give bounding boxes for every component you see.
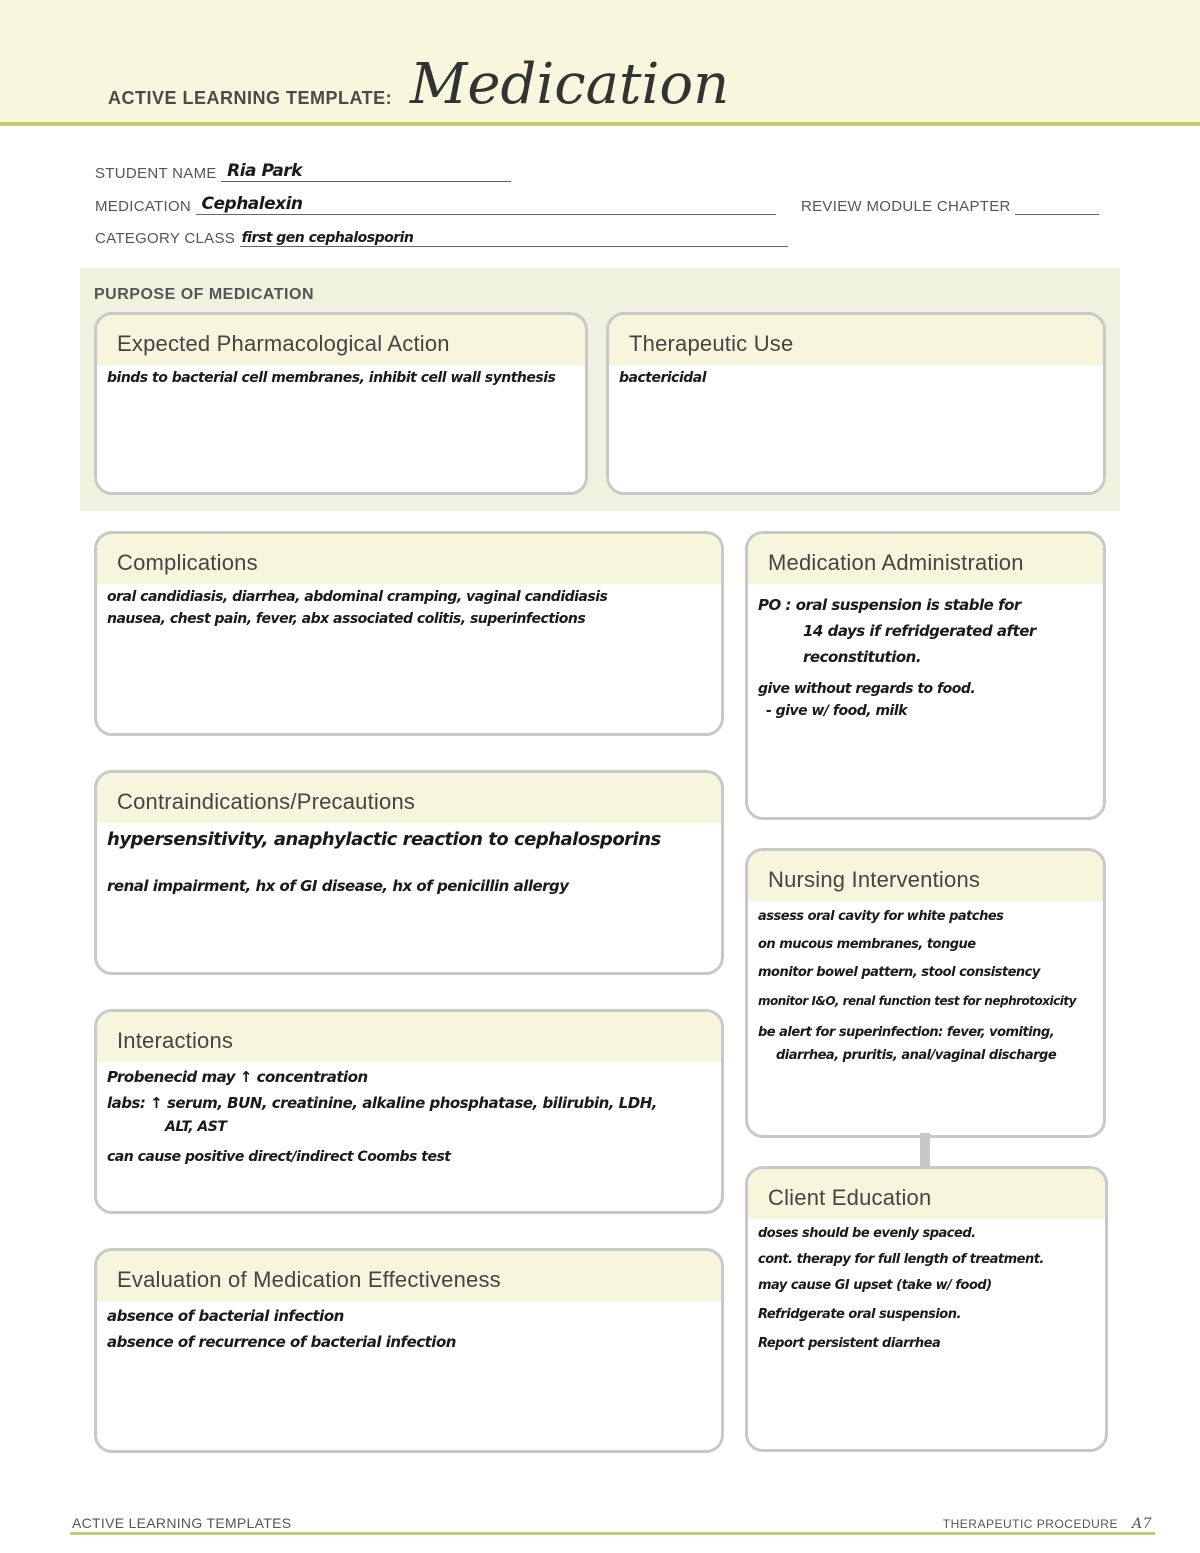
nursing-line: on mucous membranes, tongue xyxy=(758,937,976,952)
nursing-line: monitor I&O, renal function test for nephrotoxicity xyxy=(758,994,1076,1008)
administration-line: PO : oral suspension is stable for xyxy=(758,596,1021,614)
purpose-label: PURPOSE OF MEDICATION xyxy=(94,286,314,303)
education-body[interactable] xyxy=(748,1219,1105,1357)
review-module-label: REVIEW MODULE CHAPTER xyxy=(801,198,1011,215)
complications-line: oral candidiasis, diarrhea, abdominal cramping, vaginal candidiasis xyxy=(107,589,608,605)
nursing-box xyxy=(745,848,1106,1138)
contraindications-box xyxy=(94,770,724,975)
category-class-label: CATEGORY CLASS xyxy=(95,230,236,247)
therapeutic-use-line: bactericidal xyxy=(619,370,707,386)
nursing-title: Nursing Interventions xyxy=(748,851,1103,901)
administration-line: give without regards to food. xyxy=(758,681,976,697)
administration-line: 14 days if refridgerated after xyxy=(803,622,1036,640)
expected-action-body[interactable] xyxy=(97,365,585,389)
evaluation-body[interactable] xyxy=(97,1301,721,1355)
interactions-body[interactable] xyxy=(97,1062,721,1168)
education-line: Report persistent diarrhea xyxy=(758,1336,941,1351)
category-class-value: first gen cephalosporin xyxy=(241,230,414,246)
student-name-label: STUDENT NAME xyxy=(95,165,217,182)
education-line: doses should be evenly spaced. xyxy=(758,1226,976,1241)
therapeutic-use-body[interactable] xyxy=(609,365,1103,389)
therapeutic-use-title: Therapeutic Use xyxy=(609,315,1103,365)
administration-line: reconstitution. xyxy=(803,648,922,666)
category-class-row xyxy=(95,230,788,247)
evaluation-title: Evaluation of Medication Effectiveness xyxy=(97,1251,721,1301)
administration-line: - give w/ food, milk xyxy=(766,703,907,719)
contraindications-line: hypersensitivity, anaphylactic reaction to cephalosporins xyxy=(107,829,661,850)
student-name-row xyxy=(95,161,511,182)
contraindications-title: Contraindications/Precautions xyxy=(97,773,721,823)
complications-line: nausea, chest pain, fever, abx associated colitis, superinfections xyxy=(107,611,586,627)
complications-title: Complications xyxy=(97,534,721,584)
education-line: may cause GI upset (take w/ food) xyxy=(758,1278,992,1293)
interactions-line: ALT, AST xyxy=(165,1119,227,1135)
nursing-line: monitor bowel pattern, stool consistency xyxy=(758,965,1040,980)
interactions-line: can cause positive direct/indirect Coombs test xyxy=(107,1149,451,1165)
review-module-row xyxy=(801,198,1099,215)
medication-field[interactable] xyxy=(196,194,776,215)
interactions-line: labs: ↑ serum, BUN, creatinine, alkaline phosphatase, bilirubin, LDH, xyxy=(107,1094,657,1112)
nursing-line: diarrhea, pruritis, anal/vaginal discharge xyxy=(776,1048,1057,1063)
interactions-box xyxy=(94,1009,724,1214)
administration-body[interactable] xyxy=(748,584,1103,722)
administration-box xyxy=(745,531,1106,820)
interactions-line: Probenecid may ↑ concentration xyxy=(107,1068,368,1086)
contraindications-body[interactable] xyxy=(97,823,721,899)
review-module-field[interactable] xyxy=(1015,198,1099,215)
student-name-field[interactable] xyxy=(221,161,511,182)
nursing-body[interactable] xyxy=(748,901,1103,1067)
header-rule xyxy=(0,122,1200,126)
education-line: cont. therapy for full length of treatment. xyxy=(758,1252,1044,1267)
complications-box xyxy=(94,531,724,736)
expected-action-line: binds to bacterial cell membranes, inhibit cell wall synthesis xyxy=(107,370,556,386)
expected-action-title: Expected Pharmacological Action xyxy=(97,315,585,365)
medication-value: Cephalexin xyxy=(201,194,303,214)
evaluation-box xyxy=(94,1248,724,1453)
category-class-field[interactable] xyxy=(240,230,788,247)
evaluation-line: absence of bacterial infection xyxy=(107,1307,344,1325)
page-title: Medication xyxy=(410,52,730,117)
education-box xyxy=(745,1166,1108,1452)
interactions-title: Interactions xyxy=(97,1012,721,1062)
nursing-line: be alert for superinfection: fever, vomiting, xyxy=(758,1025,1055,1040)
footer-left-label: ACTIVE LEARNING TEMPLATES xyxy=(72,1515,292,1531)
box-connector xyxy=(920,1133,930,1167)
page-number: A7 xyxy=(1131,1516,1152,1532)
therapeutic-use-box xyxy=(606,312,1106,495)
medication-row xyxy=(95,194,776,215)
complications-body[interactable] xyxy=(97,584,721,630)
contraindications-line: renal impairment, hx of GI disease, hx of penicillin allergy xyxy=(107,877,569,895)
footer-rule xyxy=(70,1532,1155,1535)
evaluation-line: absence of recurrence of bacterial infection xyxy=(107,1333,456,1351)
expected-action-box xyxy=(94,312,588,495)
education-line: Refridgerate oral suspension. xyxy=(758,1307,961,1322)
student-name-value: Ria Park xyxy=(227,161,302,181)
administration-title: Medication Administration xyxy=(748,534,1103,584)
footer-section-label: THERAPEUTIC PROCEDURE xyxy=(942,1517,1118,1531)
medication-label: MEDICATION xyxy=(95,198,192,215)
education-title: Client Education xyxy=(748,1169,1105,1219)
footer-right-label xyxy=(943,1516,1152,1532)
nursing-line: assess oral cavity for white patches xyxy=(758,909,1004,924)
template-label: ACTIVE LEARNING TEMPLATE: xyxy=(108,88,393,108)
